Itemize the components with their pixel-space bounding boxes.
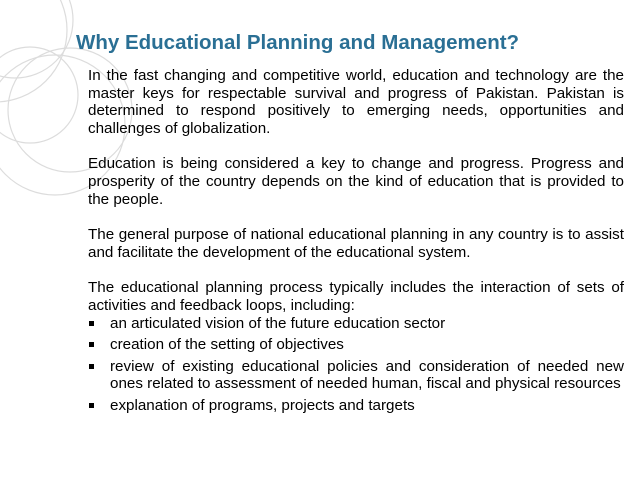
square-bullet-icon <box>89 403 94 408</box>
paragraph-general-purpose: The general purpose of national educational planning in any country is to assist and facilitate the development of the educational system. <box>88 226 624 261</box>
bullet-text: an articulated vision of the future education sector <box>110 314 446 332</box>
paragraph-planning-process: The educational planning process typically includes the interaction of sets of activities and feedback loops, including: <box>88 279 624 314</box>
square-bullet-icon <box>89 364 94 369</box>
bullet-list <box>88 315 624 415</box>
square-bullet-icon <box>89 342 94 347</box>
paragraph-education-key: Education is being considered a key to change and progress. Progress and prosperity of the country depends on the kind of education that is provided to the people. <box>88 155 624 208</box>
paragraph-intro: In the fast changing and competitive world, education and technology are the master keys for respectable survival and progress of Pakistan. Pakistan is determined to respond positively to emerging needs, opportunities and challenges of globalization. <box>88 67 624 137</box>
list-item <box>88 336 624 354</box>
square-bullet-icon <box>89 321 94 326</box>
slide-title: Why Educational Planning and Management? <box>76 31 520 54</box>
list-item <box>88 397 624 415</box>
list-item <box>88 358 624 393</box>
bullet-text: explanation of programs, projects and targets <box>110 396 415 414</box>
bullet-text: creation of the setting of objectives <box>110 336 344 354</box>
list-item <box>88 315 624 333</box>
bullet-text: review of existing educational policies and consideration of needed new ones related to assessment of needed human, fiscal and physical resources <box>110 357 624 393</box>
slide-body <box>88 67 624 419</box>
